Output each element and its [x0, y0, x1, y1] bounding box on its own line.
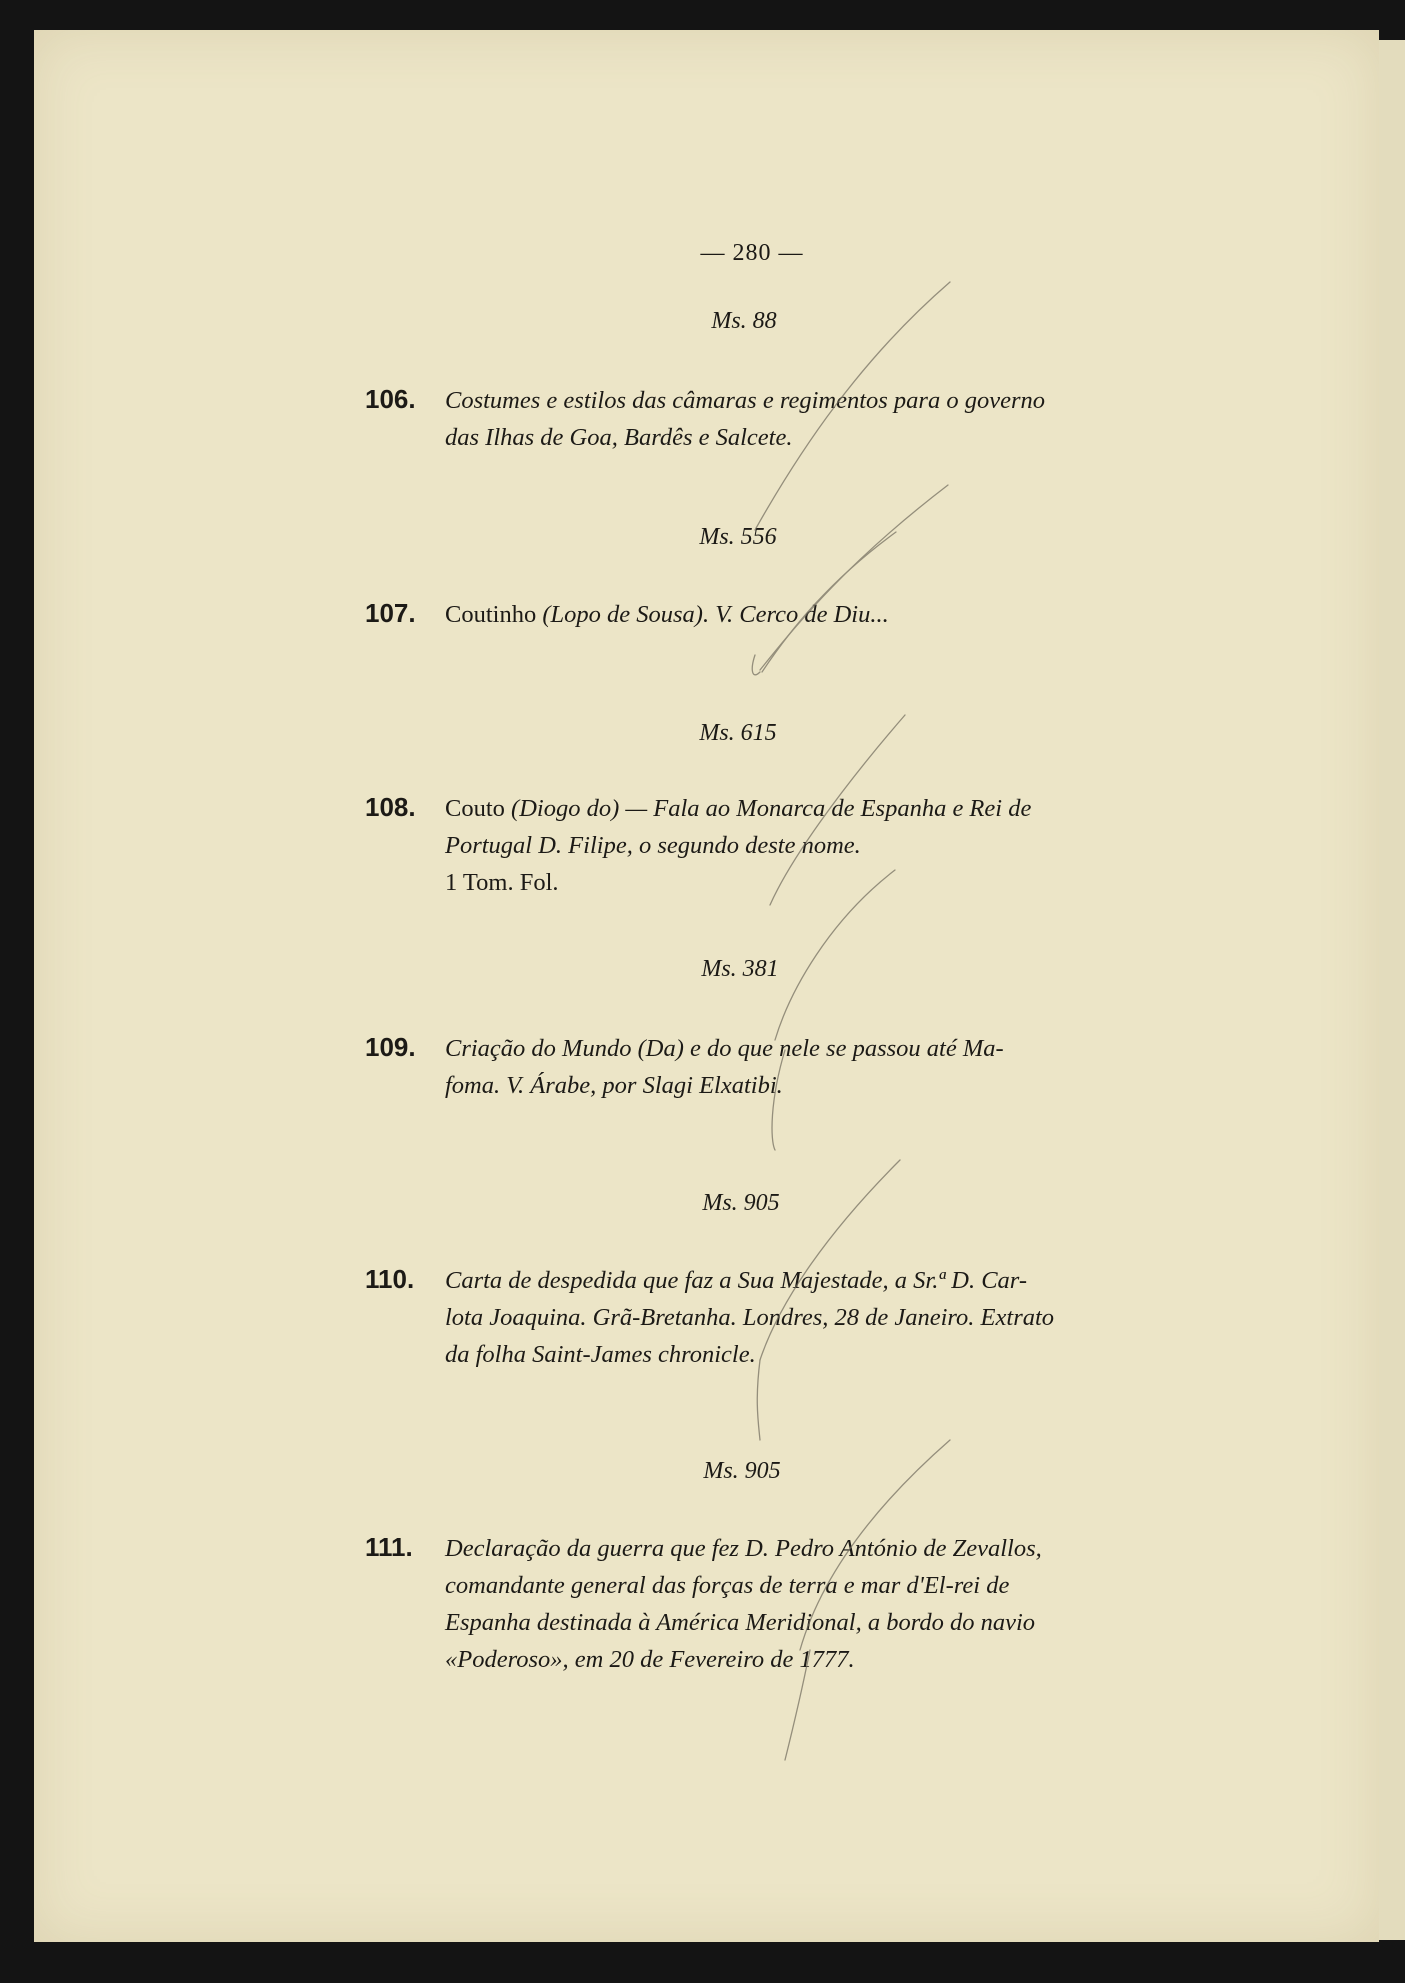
- entry-number: 106.: [365, 384, 416, 414]
- entry-line: «Poderoso», em 20 de Fevereiro de 1777.: [445, 1646, 855, 1673]
- entry-line: lota Joaquina. Grã-Bretanha. Londres, 28 de Janeiro. Extrato: [445, 1304, 1055, 1331]
- entry-line: Espanha destinada à América Meridional, a bordo do navio: [445, 1609, 1035, 1636]
- entry-number: 107.: [365, 598, 416, 628]
- ms-reference: Ms. 88: [711, 308, 777, 334]
- entry-line: foma. V. Árabe, por Slagi Elxatibi.: [445, 1072, 783, 1099]
- entry-line: das Ilhas de Goa, Bardês e Salcete.: [445, 424, 793, 451]
- entry-line: Carta de despedida que faz a Sua Majestade, a Sr.ª D. Car-: [445, 1267, 1027, 1294]
- page-number: — 280 —: [700, 240, 804, 266]
- ms-reference: Ms. 381: [701, 956, 779, 982]
- entry-line: Costumes e estilos das câmaras e regimentos para o governo: [445, 387, 1045, 414]
- entry-text: [445, 1262, 1175, 1373]
- entry-line: comandante general das forças de terra e mar d'El-rei de: [445, 1572, 1010, 1599]
- entry-line: Portugal D. Filipe, o segundo deste nome.: [445, 832, 861, 859]
- entry-text: [445, 1030, 1175, 1104]
- entry-text: [445, 1530, 1175, 1678]
- ms-reference: Ms. 556: [699, 524, 777, 550]
- ms-reference: Ms. 615: [699, 720, 777, 746]
- entry-line: da folha Saint-James chronicle.: [445, 1341, 756, 1368]
- entry-text: [445, 382, 1175, 456]
- entry-number: 111.: [365, 1532, 413, 1562]
- ms-reference: Ms. 905: [703, 1458, 781, 1484]
- entry-volume: 1 Tom. Fol.: [445, 869, 559, 896]
- entry-author: Coutinho: [445, 601, 537, 628]
- entry-title: (Diogo do) — Fala ao Monarca de Espanha e Rei de: [511, 795, 1032, 822]
- entry-line: Criação do Mundo (Da) e do que nele se passou até Ma-: [445, 1035, 1004, 1062]
- entry-title: (Lopo de Sousa). V. Cerco de Diu...: [542, 601, 889, 628]
- entry-number: 110.: [365, 1264, 415, 1294]
- entry-text: [445, 790, 1175, 901]
- entry-number: 108.: [365, 792, 416, 822]
- entry-number: 109.: [365, 1032, 416, 1062]
- entry-author: Couto: [445, 795, 505, 822]
- entry-line: Declaração da guerra que fez D. Pedro António de Zevallos,: [445, 1535, 1042, 1562]
- entry-text: [445, 596, 1175, 633]
- next-page-edge: [1379, 40, 1405, 1940]
- ms-reference: Ms. 905: [702, 1190, 780, 1216]
